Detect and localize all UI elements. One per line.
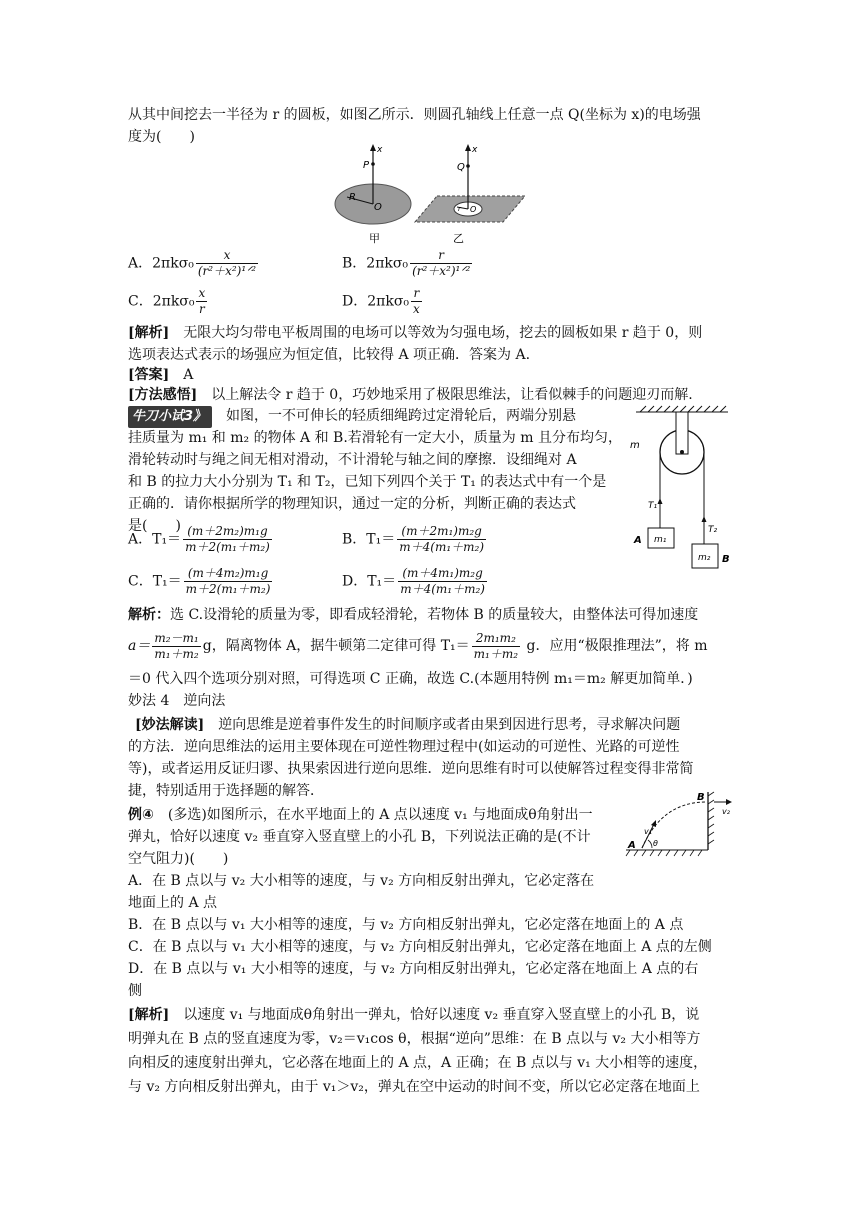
origin-label-jia: O bbox=[374, 202, 382, 213]
block-b-mass-label: m₂ bbox=[698, 553, 711, 563]
option-a-denominator: (r²＋x²)¹ᐟ² bbox=[197, 264, 257, 278]
option-c[interactable] bbox=[128, 286, 209, 317]
trial-option-c-prefix: C．T₁＝ bbox=[128, 573, 182, 590]
option-c-denominator: r bbox=[199, 302, 205, 316]
block-b-label: B bbox=[722, 554, 730, 565]
problem-stem-line-2: 度为( ) bbox=[128, 129, 195, 145]
trial-option-b-numerator: (m＋2m₁)m₂g bbox=[397, 524, 486, 540]
example4-line-1 bbox=[128, 804, 618, 826]
option-c-numerator: x bbox=[198, 286, 206, 300]
point-a-label: A bbox=[628, 840, 636, 851]
trial-option-a-prefix: A．T₁＝ bbox=[128, 531, 182, 548]
example4-line-3: 空气阻力)( ) bbox=[128, 851, 229, 867]
velocity-v1-label: v₁ bbox=[644, 827, 652, 836]
example4-line-2: 弹丸，恰好以速度 v₂ 垂直穿入竖直壁上的小孔 B，下列说法正确的是(不计 bbox=[128, 829, 591, 845]
example4-text-1: (多选)如图所示，在水平地面上的 A 点以速度 v₁ 与地面成θ角射出一 bbox=[153, 807, 593, 823]
trial-option-a-numerator: (m＋2m₂)m₁g bbox=[183, 524, 272, 540]
trial-option-a[interactable] bbox=[128, 524, 274, 555]
method4-line-1 bbox=[135, 714, 740, 736]
trial-option-c-numerator: (m＋4m₂)m₁g bbox=[184, 566, 273, 582]
option-a-prefix: A．2πkσ₀ bbox=[128, 255, 194, 272]
method-text: 以上解法令 r 趋于 0，巧妙地采用了极限思维法，让看似棘手的问题迎刃而解. bbox=[197, 387, 693, 403]
answer-text: A bbox=[169, 367, 194, 383]
acceleration-symbol: a＝ bbox=[128, 638, 151, 654]
example4-solution-line-3: 向相反的速度射出弹丸，它必落在地面上的 A 点，A 正确；在 B 点以与 v₁ 大小相等的速度， bbox=[128, 1055, 708, 1071]
trial-text-1: 如图，一不可伸长的轻质细绳跨过定滑轮后，两端分别悬 bbox=[212, 408, 577, 424]
trial-banner: 牛刀小试3》 bbox=[128, 406, 212, 428]
pulley-figure bbox=[628, 404, 736, 576]
velocity-v2-label: v₂ bbox=[722, 807, 730, 816]
method4-line-2: 的方法．逆向思维法的运用主要体现在可逆性物理过程中(如运动的可逆性、光路的可逆性 bbox=[128, 739, 680, 755]
example4-solution-line-1 bbox=[128, 1004, 733, 1026]
trial-solution-line-1 bbox=[128, 604, 733, 626]
option-a[interactable] bbox=[128, 248, 260, 279]
block-a-mass-label: m₁ bbox=[654, 535, 667, 545]
trial-solution-text-1: 选 C.设滑轮的质量为零，即看成轻滑轮，若物体 B 的质量较大，由整体法可得加速度 bbox=[170, 607, 699, 623]
analysis-text-1: 无限大均匀带电平板周围的电场可以等效为匀强电场，挖去的圆板如果 r 趋于 0，则 bbox=[169, 325, 703, 341]
example4-option-d-line-1[interactable]: D．在 B 点以与 v₁ 大小相等的速度，与 v₂ 方向相反射出弹丸，它必定落在地面上 A 点的右 bbox=[128, 961, 699, 977]
problem-stem-line-1: 从其中间挖去一半径为 r 的圆板，如图乙所示．则圆孔轴线上任意一点 Q(坐标为 x)的电场强 bbox=[128, 107, 701, 123]
trial-line-2: 挂质量为 m₁ 和 m₂ 的物体 A 和 B.若滑轮有一定大小，质量为 m 且分布均匀， bbox=[128, 430, 622, 446]
method4-tag: [妙法解读] bbox=[135, 717, 205, 733]
option-d[interactable] bbox=[342, 286, 424, 317]
example4-option-a-line-1[interactable]: A．在 B 点以与 v₂ 大小相等的速度，与 v₂ 方向相反射出弹丸，它必定落在 bbox=[128, 873, 595, 889]
option-d-denominator: x bbox=[413, 302, 420, 316]
projectile-figure bbox=[622, 788, 738, 870]
method4-line-3: 等)，或者运用反证归谬、执果索因进行逆向思维．逆向思维有时可以使解答过程变得非常简 bbox=[128, 761, 694, 777]
trial-line-4: 和 B 的拉力大小分别为 T₁ 和 T₂，已知下列四个关于 T₁ 的表达式中有一个是 bbox=[128, 474, 607, 490]
example4-solution-text-1: 以速度 v₁ 与地面成θ角射出一弹丸，恰好以速度 v₂ 垂直穿入竖直壁上的小孔 B，说 bbox=[169, 1007, 700, 1023]
origin-label-yi: O bbox=[470, 205, 477, 214]
method4-line-4: 捷，特别适用于选择题的解答． bbox=[128, 783, 324, 799]
analysis-line-1 bbox=[128, 322, 733, 344]
example4-option-d-line-2[interactable]: 侧 bbox=[128, 983, 142, 999]
tension-numerator: 2m₁m₂ bbox=[472, 631, 520, 647]
method-tag: [方法感悟] bbox=[128, 387, 198, 403]
angle-theta-label: θ bbox=[653, 839, 658, 848]
method4-text-1: 逆向思维是逆着事件发生的时间顺序或者由果到因进行思考，寻求解决问题 bbox=[204, 717, 681, 733]
trial-solution-line-2 bbox=[128, 626, 733, 666]
trial-solution-text-2: g，隔离物体 A，据牛顿第二定律可得 T₁＝ bbox=[202, 638, 470, 654]
answer-tag: [答案] bbox=[128, 367, 170, 383]
trial-option-a-denominator: m＋2(m₁＋m₂) bbox=[185, 540, 270, 554]
example4-solution-tag: [解析] bbox=[128, 1007, 170, 1023]
option-b-denominator: (r²＋x²)¹ᐟ² bbox=[412, 264, 471, 278]
option-b-prefix: B．2πkσ₀ bbox=[342, 255, 409, 272]
radius-R-label: R bbox=[349, 192, 356, 203]
pulley-mass-label: m bbox=[630, 440, 640, 451]
example4-label: 例④ bbox=[128, 807, 154, 823]
x-axis-label-jia: x bbox=[377, 145, 383, 155]
trial-option-d[interactable] bbox=[342, 566, 489, 597]
tension-denominator: m₁＋m₂ bbox=[473, 646, 519, 661]
point-q-label: Q bbox=[457, 162, 465, 173]
point-p-label: P bbox=[363, 160, 370, 171]
option-d-numerator: r bbox=[411, 286, 422, 302]
example4-option-c[interactable]: C．在 B 点以与 v₁ 大小相等的速度，与 v₂ 方向相反射出弹丸，它必定落在地面上 A 点的左侧 bbox=[128, 939, 712, 955]
trial-option-b-prefix: B．T₁＝ bbox=[342, 531, 396, 548]
figure-label-jia: 甲 bbox=[369, 232, 380, 245]
x-axis-label-yi: x bbox=[472, 145, 478, 155]
option-b-numerator: r bbox=[410, 248, 472, 264]
trial-option-d-prefix: D．T₁＝ bbox=[342, 573, 397, 590]
trial-line-1 bbox=[128, 405, 618, 428]
trial-option-d-denominator: m＋4(m₁＋m₂) bbox=[400, 582, 485, 596]
example4-option-b[interactable]: B．在 B 点以与 v₁ 大小相等的速度，与 v₂ 方向相反射出弹丸，它必定落在地面上的 A 点 bbox=[128, 917, 684, 933]
tension-t1-label: T₁ bbox=[648, 501, 658, 511]
example4-solution-line-2: 明弹丸在 B 点的竖直速度为零，v₂＝v₁cos θ，根据“逆向”思维：在 B 点以与 v₂ 大小相等方 bbox=[128, 1031, 701, 1047]
option-c-prefix: C．2πkσ₀ bbox=[128, 293, 195, 310]
trial-solution-line-3: ＝0 代入四个选项分别对照，可得选项 C 正确，故选 C.(本题用特例 m₁＝m₂ 解更加简单．) bbox=[128, 671, 693, 687]
block-a-label: A bbox=[634, 535, 642, 546]
acceleration-numerator: m₂－m₁ bbox=[154, 630, 199, 645]
trial-option-c[interactable] bbox=[128, 566, 274, 597]
trial-option-b[interactable] bbox=[342, 524, 488, 555]
trial-solution-text-3: g．应用“极限推理法”，将 m bbox=[522, 638, 708, 654]
trial-option-d-numerator: (m＋4m₁)m₂g bbox=[398, 566, 487, 582]
trial-line-3: 滑轮转动时与绳之间无相对滑动，不计滑轮与轴之间的摩擦．设细绳对 A bbox=[128, 452, 577, 468]
trial-line-6: 是( ) bbox=[128, 518, 181, 534]
hole-b-label: B bbox=[697, 792, 705, 803]
method-line bbox=[128, 384, 733, 406]
trial-option-b-denominator: m＋4(m₁＋m₂) bbox=[399, 540, 485, 554]
answer-line bbox=[128, 364, 733, 386]
radius-r-label: r bbox=[458, 205, 461, 213]
analysis-tag: [解析] bbox=[128, 325, 170, 341]
option-a-numerator: x bbox=[196, 248, 258, 264]
option-d-prefix: D．2πkσ₀ bbox=[342, 293, 409, 310]
example4-solution-line-4: 与 v₂ 方向相反射出弹丸，由于 v₁＞v₂，弹丸在空中运动的时间不变，所以它必定落在地面上 bbox=[128, 1079, 700, 1095]
acceleration-denominator: m₁＋m₂ bbox=[154, 646, 199, 661]
option-b[interactable] bbox=[342, 248, 474, 279]
figure-label-yi: 乙 bbox=[453, 232, 464, 245]
analysis-line-2: 选项表达式表示的场强应为恒定值，比较得 A 项正确．答案为 A. bbox=[128, 347, 531, 363]
trial-solution-tag: 解析： bbox=[128, 607, 170, 623]
trial-line-5: 正确的．请你根据所学的物理知识，通过一定的分析，判断正确的表达式 bbox=[128, 496, 576, 512]
trial-option-c-denominator: m＋2(m₁＋m₂) bbox=[185, 582, 271, 596]
tension-t2-label: T₂ bbox=[708, 525, 718, 535]
charged-plate-figure bbox=[325, 142, 535, 246]
example4-option-a-line-2[interactable]: 地面上的 A 点 bbox=[128, 895, 218, 911]
method4-title: 妙法 4 逆向法 bbox=[128, 693, 226, 709]
